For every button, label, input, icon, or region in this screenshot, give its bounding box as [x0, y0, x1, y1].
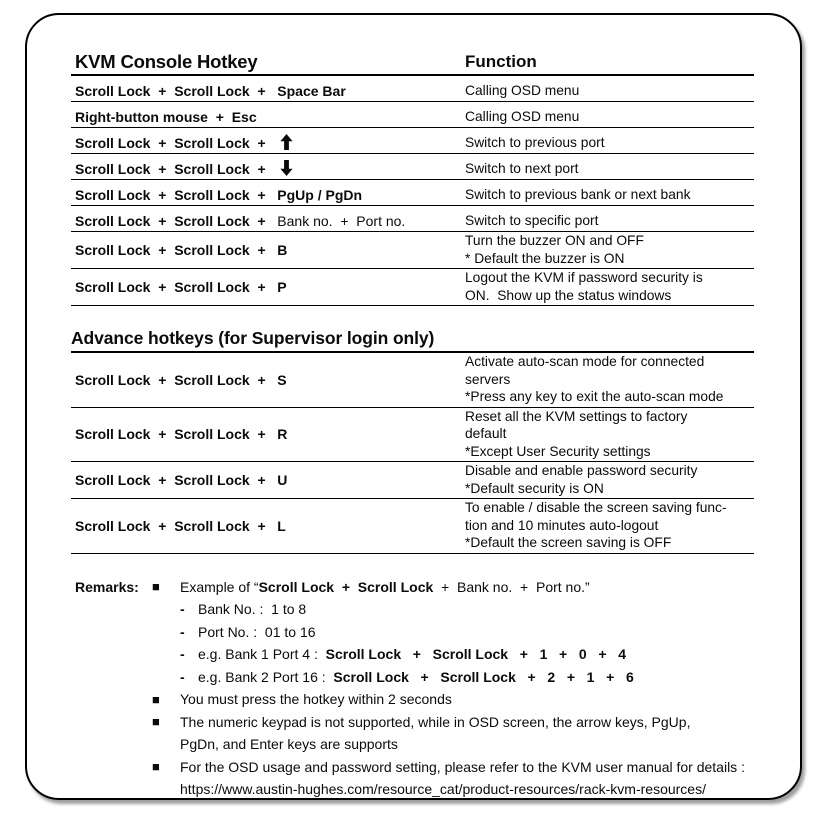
function-text: Activate auto-scan mode for connected — [465, 354, 705, 369]
dash-bullet-icon: - — [180, 646, 185, 663]
hotkey-text: Scroll Lock + Scroll Lock + R — [75, 426, 288, 443]
function-text: Switch to previous bank or next bank — [465, 186, 691, 202]
hotkey-cell — [71, 426, 465, 442]
function-text: *Press any key to exit the auto-scan mode — [465, 389, 724, 404]
advance-hotkey-table — [71, 353, 754, 554]
remark-line — [75, 576, 780, 599]
column-header-hotkey: KVM Console Hotkey — [75, 51, 258, 72]
function-cell — [465, 82, 754, 102]
hotkey-cell — [71, 242, 465, 258]
hotkey-cell — [71, 518, 465, 534]
function-text: ON. Show up the status windows — [465, 287, 672, 303]
table-row-buzzer — [71, 232, 754, 269]
hotkey-cell — [71, 213, 465, 231]
hotkey-cell — [71, 187, 465, 205]
kvm-hotkey-table — [71, 15, 754, 306]
remark-text: Bank No. : 1 to 8 — [198, 601, 307, 618]
remarks-section — [75, 576, 780, 801]
function-cell — [465, 134, 754, 154]
hotkey-text: Scroll Lock + Scroll Lock + S — [75, 371, 287, 388]
dash-bullet-icon: - — [180, 601, 185, 618]
function-text: Switch to next port — [465, 160, 579, 176]
hotkey-cell — [71, 472, 465, 488]
function-cell — [465, 232, 754, 268]
function-text: Disable and enable password security — [465, 463, 698, 478]
table-row-password-security — [71, 462, 754, 499]
section-title-text: Advance hotkeys (for Supervisor login only) — [71, 328, 435, 348]
table-row-pgup-pgdn — [71, 180, 754, 206]
table-row-screen-saving — [71, 499, 754, 554]
hotkey-cell — [71, 109, 465, 127]
hotkey-text: Scroll Lock + Scroll Lock + B — [75, 242, 288, 258]
table-row-right-button-mouse — [71, 102, 754, 128]
hotkey-text: Right-button mouse + Esc — [75, 109, 257, 125]
remark-text: The numeric keypad is not supported, while in OSD screen, the arrow keys, PgUp, — [180, 713, 691, 730]
hotkey-text: Scroll Lock + Scroll Lock + U — [75, 472, 288, 488]
remark-text: PgDn, and Enter keys are supports — [180, 736, 398, 753]
function-cell — [465, 353, 754, 407]
function-text: servers — [465, 371, 511, 387]
remark-subline — [75, 598, 780, 621]
remark-subline — [75, 621, 780, 644]
remark-text: e.g. Bank 2 Port 16 : Scroll Lock + Scroll Lock + 2 + 1 + 6 — [198, 668, 634, 685]
hotkey-text: Scroll Lock + Scroll Lock + — [75, 135, 278, 151]
remark-subline — [75, 666, 780, 689]
hotkey-text: Scroll Lock + Scroll Lock + — [75, 161, 278, 177]
remark-subline — [75, 643, 780, 666]
table-row-bank-port — [71, 206, 754, 232]
hotkey-cell — [71, 279, 465, 295]
remark-line — [75, 688, 780, 711]
function-cell — [465, 269, 754, 305]
function-text: tion and 10 minutes auto-logout — [465, 517, 659, 533]
down-arrow-icon — [280, 160, 293, 176]
black-square-bullet-icon: ■ — [152, 759, 160, 775]
resource-url-link[interactable]: https://www.austin-hughes.com/resource_cat/product-resources/rack-kvm-resources/ — [180, 781, 706, 798]
function-cell — [465, 408, 754, 462]
remark-text: Port No. : 01 to 16 — [198, 623, 316, 640]
table-row-logout — [71, 269, 754, 306]
black-square-bullet-icon: ■ — [152, 691, 160, 707]
function-text: Switch to previous port — [465, 134, 605, 150]
remark-text: You must press the hotkey within 2 seconds — [180, 691, 452, 708]
function-cell — [465, 108, 754, 128]
function-cell — [465, 499, 754, 553]
hotkey-text: Scroll Lock + Scroll Lock + Space Bar — [75, 83, 346, 99]
hotkey-text: Scroll Lock + Scroll Lock + L — [75, 517, 286, 534]
function-text: default — [465, 426, 507, 441]
table-header-row — [71, 51, 754, 76]
function-text: Reset all the KVM settings to factory — [465, 408, 688, 424]
black-square-bullet-icon: ■ — [152, 714, 160, 730]
hotkey-cell — [71, 83, 465, 101]
table-row-next-port — [71, 154, 754, 180]
remark-continuation-line — [75, 733, 780, 756]
remark-text: e.g. Bank 1 Port 4 : Scroll Lock + Scroll Lock + 1 + 0 + 4 — [198, 646, 626, 663]
table-row-reset — [71, 408, 754, 463]
hotkey-text: Scroll Lock + Scroll Lock + Bank no. + Port no. — [75, 213, 406, 229]
remark-text: Example of “Scroll Lock + Scroll Lock + Bank no. + Port no.” — [180, 578, 590, 595]
function-cell — [465, 462, 754, 498]
function-text: Switch to specific port — [465, 212, 599, 228]
hotkey-cell — [71, 160, 465, 179]
black-square-bullet-icon: ■ — [152, 579, 160, 595]
hotkey-text: Scroll Lock + Scroll Lock + PgUp / PgDn — [75, 187, 363, 203]
hotkey-cell — [71, 372, 465, 388]
remarks-label: Remarks: — [75, 578, 139, 595]
hotkey-cell — [71, 134, 465, 153]
table-row-previous-port — [71, 128, 754, 154]
dash-bullet-icon: - — [180, 668, 185, 685]
function-text: *Except User Security settings — [465, 443, 651, 459]
hotkey-text: Scroll Lock + Scroll Lock + P — [75, 279, 287, 295]
function-cell — [465, 212, 754, 232]
remark-line — [75, 711, 780, 734]
function-text: *Default security is ON — [465, 480, 604, 496]
advance-hotkeys-section-title — [71, 328, 754, 353]
function-text: *Default the screen saving is OFF — [465, 535, 672, 550]
function-text: Logout the KVM if password security is — [465, 270, 703, 285]
remark-text: For the OSD usage and password setting, please refer to the KVM user manual for details : — [180, 758, 745, 775]
column-header-function: Function — [465, 52, 537, 71]
function-cell — [465, 160, 754, 180]
table-row-auto-scan — [71, 353, 754, 408]
function-text: To enable / disable the screen saving func- — [465, 500, 727, 515]
remark-continuation-line — [75, 778, 780, 801]
up-arrow-icon — [280, 134, 293, 150]
function-cell — [465, 186, 754, 206]
function-text: * Default the buzzer is ON — [465, 250, 625, 266]
function-text: Calling OSD menu — [465, 82, 580, 98]
remark-line — [75, 756, 780, 779]
table-row-space-bar — [71, 76, 754, 102]
dash-bullet-icon: - — [180, 623, 185, 640]
manual-page-sheet — [25, 13, 802, 800]
function-text: Turn the buzzer ON and OFF — [465, 233, 644, 248]
function-text: Calling OSD menu — [465, 108, 580, 124]
